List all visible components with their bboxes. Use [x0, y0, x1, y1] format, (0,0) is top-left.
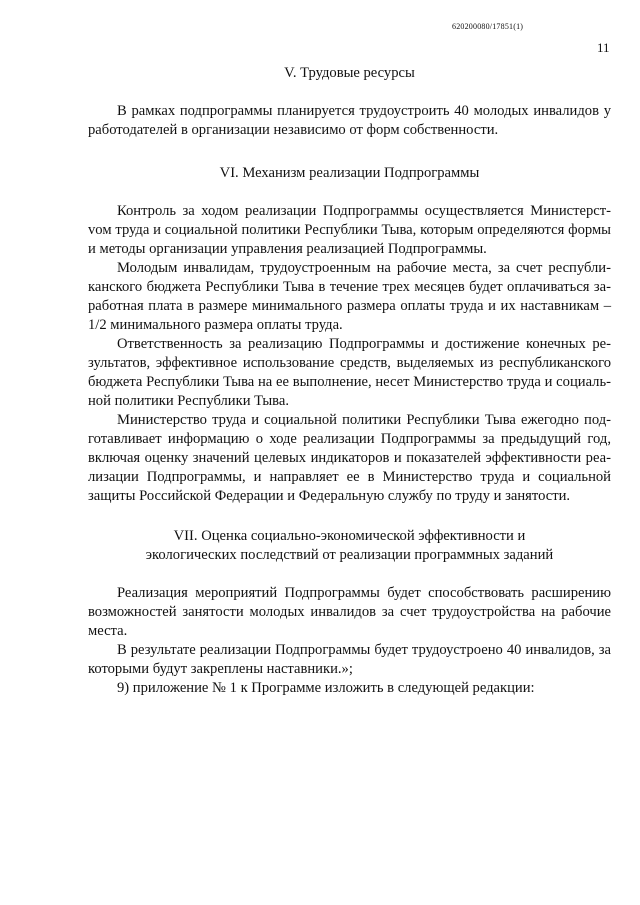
section-heading-vii-line1: VII. Оценка социально-экономической эффективности и — [173, 528, 526, 544]
paragraph: Молодым инвалидам, трудоустроенным на рабочие места, за счет республиканского бюджета Республики Тыва в течение трех месяцев будет оплачиваться заработная плата в размере минимального размера оплаты труда и их наставникам – 1/2 минимального размера оплаты труда. — [88, 260, 611, 333]
document-code: 620200080/17851(1) — [452, 22, 524, 31]
paragraph: Контроль за ходом реализации Подпрограммы осуществляется Министерстvом труда и социальной политики Республики Тыва, которым определяются формы и методы организации управления реализацией Подпрограммы. — [88, 203, 611, 257]
section-heading-vi: VI. Механизм реализации Подпрограммы — [219, 165, 480, 181]
paragraph: В рамках подпрограммы планируется трудоустроить 40 молодых инвалидов у работодателей в организации независимо от форм собственности. — [88, 103, 611, 138]
paragraph: Министерство труда и социальной политики Республики Тыва ежегодно подготавливает информацию о ходе реализации Подпрограммы за предыдущий год, включая оценку значений целевых индикаторов и показателей эффективности реализации Подпрограммы, и направляет ее в Министерство труда и социальной защиты Российской Федерации и Федеральную службу по труду и занятости. — [88, 412, 611, 504]
paragraph: Реализация мероприятий Подпрограммы будет способствовать расширению возможностей занятости молодых инвалидов за счет трудоустройства на рабочие места. — [88, 585, 611, 639]
section-heading-v: V. Трудовые ресурсы — [284, 65, 415, 81]
paragraph: 9) приложение № 1 к Программе изложить в следующей редакции: — [117, 680, 535, 696]
paragraph: В результате реализации Подпрограммы будет трудоустроено 40 инвалидов, за которыми будут закреплены наставники.»; — [88, 642, 611, 677]
section-heading-vii-line2: экологических последствий от реализации программных заданий — [145, 547, 554, 563]
document-body — [88, 64, 611, 698]
page-number: 11 — [597, 40, 610, 55]
paragraph: Ответственность за реализацию Подпрограммы и достижение конечных результатов, эффективное использование средств, выделяемых из республиканского бюджета Республики Тыва на ее выполнение, несет Министерство труда и социальной политики Республики Тыва. — [88, 336, 611, 409]
